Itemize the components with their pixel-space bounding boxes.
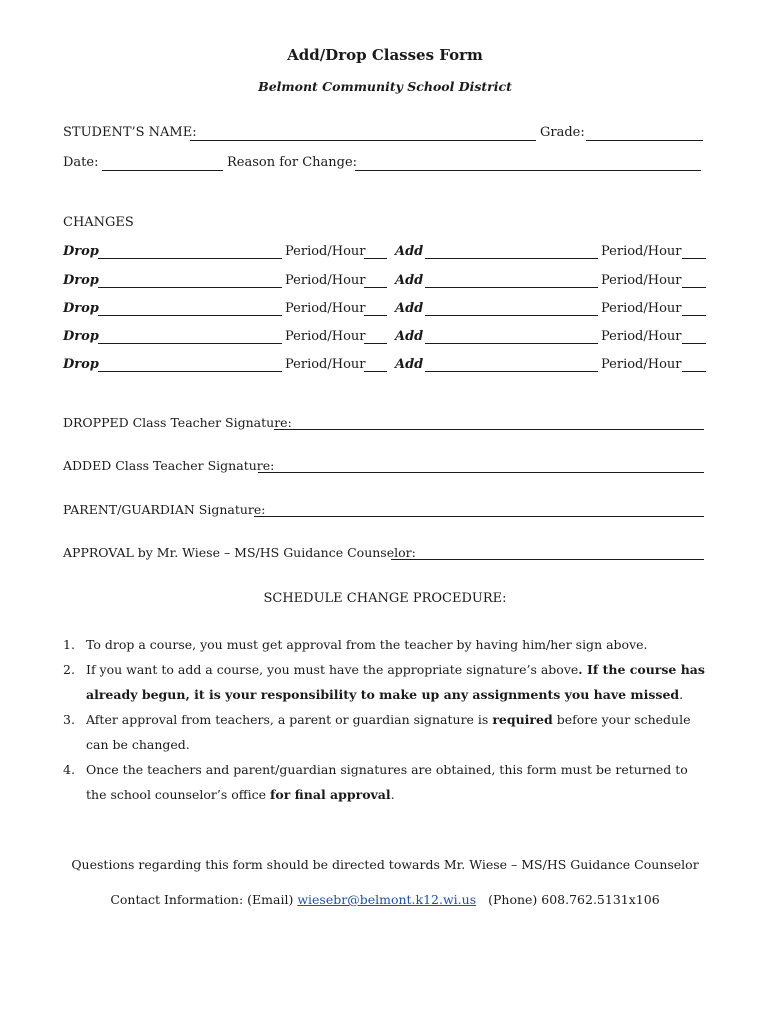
dropped-teacher-signature-label: DROPPED Class Teacher Signature: [63, 415, 292, 430]
date-label: Date: [63, 155, 99, 170]
add-period-field[interactable] [682, 343, 706, 344]
procedure-item-number: 4. [63, 762, 75, 777]
drop-period-field[interactable] [364, 258, 387, 259]
drop-period-field[interactable] [364, 287, 387, 288]
procedure-item [63, 657, 708, 707]
procedure-item [63, 757, 708, 807]
procedure-item-text: To drop a course, you must get approval from the teacher by having him/her sign above. [86, 637, 648, 652]
add-course-field[interactable] [425, 371, 598, 372]
add-period-label: Period/Hour [601, 357, 682, 372]
grade-field[interactable] [586, 140, 703, 141]
add-label: Add [395, 244, 424, 259]
drop-course-field[interactable] [98, 343, 282, 344]
contact-info [0, 892, 770, 907]
procedure-list [63, 632, 708, 807]
add-period-field[interactable] [682, 287, 706, 288]
drop-period-field[interactable] [364, 315, 387, 316]
procedure-item [63, 632, 708, 657]
add-period-field[interactable] [682, 258, 706, 259]
contact-prefix: Contact Information: (Email) [110, 892, 298, 907]
add-period-label: Period/Hour [601, 273, 682, 288]
reason-field[interactable] [355, 170, 701, 171]
procedure-item [63, 707, 708, 757]
form-subtitle: Belmont Community School District [258, 79, 512, 94]
drop-period-label: Period/Hour [285, 273, 366, 288]
procedure-item-text-end: before your schedule can be changed. [86, 712, 691, 752]
procedure-item-number: 2. [63, 662, 75, 677]
drop-label: Drop [63, 244, 99, 259]
drop-period-label: Period/Hour [285, 357, 366, 372]
procedure-item-emphasis: for final approval [270, 787, 391, 802]
procedure-item-number: 1. [63, 637, 75, 652]
add-label: Add [395, 273, 424, 288]
parent-guardian-signature-label: PARENT/GUARDIAN Signature: [63, 502, 266, 517]
add-course-field[interactable] [425, 343, 598, 344]
questions-note: Questions regarding this form should be directed towards Mr. Wiese – MS/HS Guidance Counselor [71, 857, 699, 872]
dropped-teacher-signature-field[interactable] [274, 429, 704, 430]
drop-period-label: Period/Hour [285, 244, 366, 259]
procedure-item-text: Once the teachers and parent/guardian signatures are obtained, this form must be returned to the school counselor’s office [86, 762, 688, 802]
procedure-heading: SCHEDULE CHANGE PROCEDURE: [263, 591, 507, 606]
add-period-label: Period/Hour [601, 301, 682, 316]
drop-course-field[interactable] [98, 287, 282, 288]
drop-label: Drop [63, 329, 99, 344]
added-teacher-signature-field[interactable] [258, 472, 704, 473]
add-period-field[interactable] [682, 371, 706, 372]
drop-label: Drop [63, 301, 99, 316]
procedure-item-text: After approval from teachers, a parent or guardian signature is [86, 712, 493, 727]
procedure-item-text-end: . [679, 687, 684, 702]
added-teacher-signature-label: ADDED Class Teacher Signature: [63, 458, 275, 473]
drop-course-field[interactable] [98, 258, 282, 259]
add-label: Add [395, 357, 424, 372]
add-course-field[interactable] [425, 258, 598, 259]
parent-guardian-signature-field[interactable] [254, 516, 704, 517]
add-course-field[interactable] [425, 315, 598, 316]
phone-number: (Phone) 608.762.5131x106 [488, 892, 660, 907]
drop-period-label: Period/Hour [285, 301, 366, 316]
changes-heading: CHANGES [63, 215, 134, 230]
procedure-item-number: 3. [63, 712, 75, 727]
add-course-field[interactable] [425, 287, 598, 288]
email-link[interactable]: wiesebr@belmont.k12.wi.us [297, 892, 477, 907]
drop-course-field[interactable] [98, 315, 282, 316]
drop-course-field[interactable] [98, 371, 282, 372]
drop-period-label: Period/Hour [285, 329, 366, 344]
reason-label: Reason for Change: [227, 155, 358, 170]
form-title: Add/Drop Classes Form [287, 46, 483, 64]
procedure-item-emphasis: . If the course has already begun, it is your responsibility to make up any assignments you have missed [86, 662, 705, 702]
student-name-field[interactable] [190, 140, 536, 141]
date-field[interactable] [102, 170, 223, 171]
approval-signature-field[interactable] [391, 559, 704, 560]
grade-label: Grade: [540, 125, 585, 140]
drop-label: Drop [63, 357, 99, 372]
procedure-item-text: If you want to add a course, you must have the appropriate signature’s above [86, 662, 579, 677]
add-period-field[interactable] [682, 315, 706, 316]
procedure-item-text-end: . [390, 787, 395, 802]
add-period-label: Period/Hour [601, 244, 682, 259]
add-label: Add [395, 329, 424, 344]
procedure-item-emphasis: required [492, 712, 553, 727]
student-name-label: STUDENT’S NAME: [63, 125, 197, 140]
drop-period-field[interactable] [364, 343, 387, 344]
drop-period-field[interactable] [364, 371, 387, 372]
approval-signature-label: APPROVAL by Mr. Wiese – MS/HS Guidance Counselor: [63, 545, 416, 560]
drop-label: Drop [63, 273, 99, 288]
add-period-label: Period/Hour [601, 329, 682, 344]
add-label: Add [395, 301, 424, 316]
